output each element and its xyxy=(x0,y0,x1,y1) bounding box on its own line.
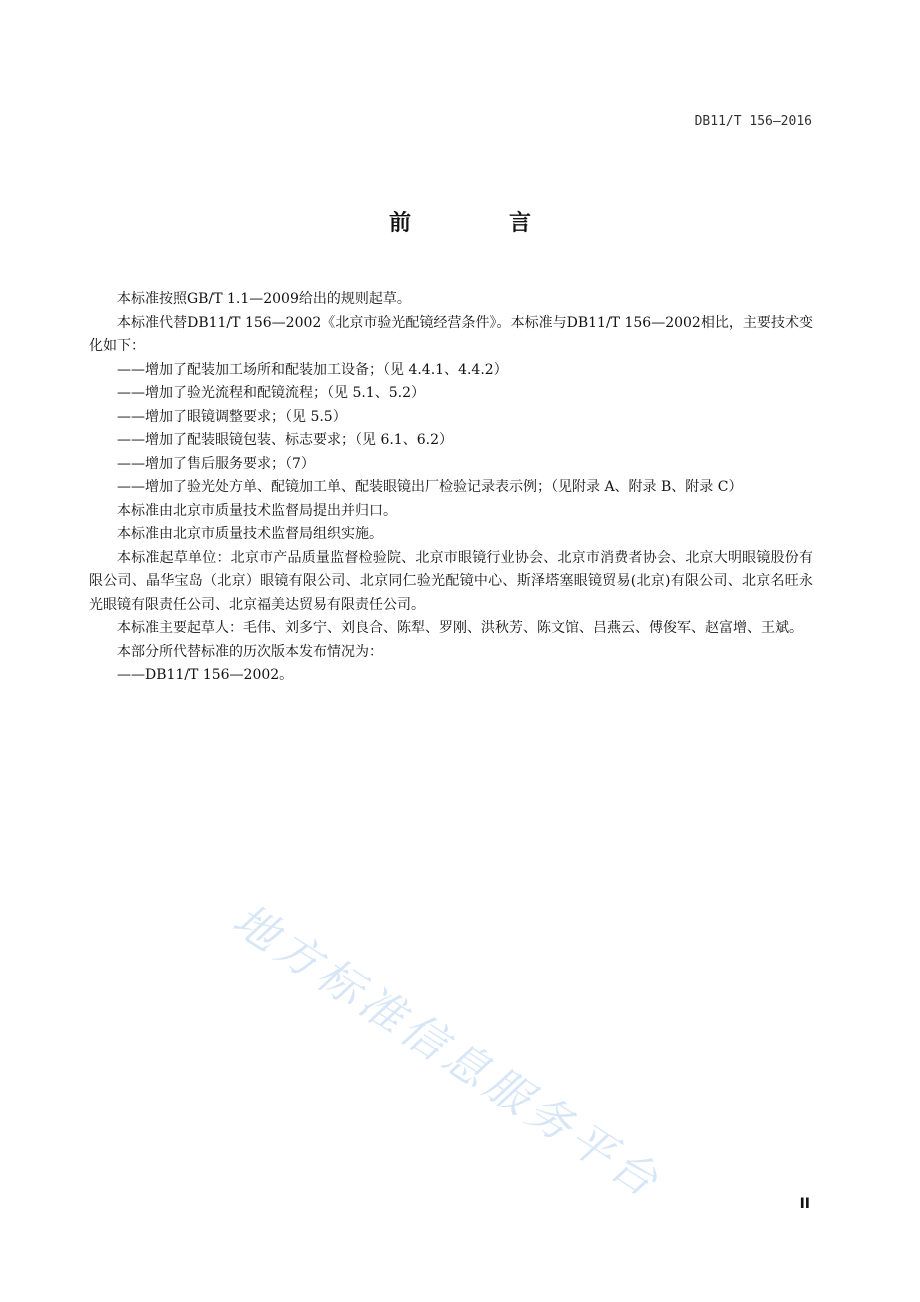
watermark: 地方标准信息服务平台 xyxy=(223,894,671,1210)
page-title: 前 言 xyxy=(388,210,569,236)
standard-code: DB11/T 156—2016 xyxy=(694,114,812,129)
paragraph: 本标准按照GB/T 1.1—2009给出的规则起草。 xyxy=(117,291,411,307)
list-item: ——增加了配装加工场所和配装加工设备；（见 4.4.1、4.4.2） xyxy=(117,361,508,378)
foreword-body xyxy=(89,288,813,688)
paragraph: 本标准由北京市质量技术监督局提出并归口。 xyxy=(117,502,397,519)
paragraph: 本标准代替DB11/T 156—2002《北京市验光配镜经营条件》。本标准与DB11/T 156—2002相比，主要技术变化如下： xyxy=(89,314,813,354)
list-item: ——DB11/T 156—2002。 xyxy=(117,667,294,683)
paragraph: 本部分所代替标准的历次版本发布情况为： xyxy=(117,643,383,660)
paragraph: 本标准由北京市质量技术监督局组织实施。 xyxy=(117,526,383,542)
page-number: II xyxy=(799,1196,810,1212)
paragraph: 本标准起草单位：北京市产品质量监督检验院、北京市眼镜行业协会、北京市消费者协会、北京大明眼镜股份有限公司、晶华宝岛（北京）眼镜有限公司、北京同仁验光配镜中心、斯泽塔塞眼镜贸易(北京)有限公司、北京名旺永光眼镜有限责任公司、北京福美达贸易有限责任公司。 xyxy=(89,549,813,613)
list-item: ——增加了验光处方单、配镜加工单、配装眼镜出厂检验记录表示例；（见附录 A、附录 B、附录 C） xyxy=(117,479,743,495)
list-item: ——增加了配装眼镜包装、标志要求；（见 6.1、6.2） xyxy=(117,432,453,448)
list-item: ——增加了验光流程和配镜流程；（见 5.1、5.2） xyxy=(117,385,425,401)
paragraph: 本标准主要起草人：毛伟、刘多宁、刘良合、陈犁、罗刚、洪秋芳、陈文馆、吕燕云、傅俊军、赵富增、王斌。 xyxy=(117,620,803,636)
list-item: ——增加了眼镜调整要求；（见 5.5） xyxy=(117,408,347,425)
list-item: ——增加了售后服务要求；（7） xyxy=(117,455,315,472)
